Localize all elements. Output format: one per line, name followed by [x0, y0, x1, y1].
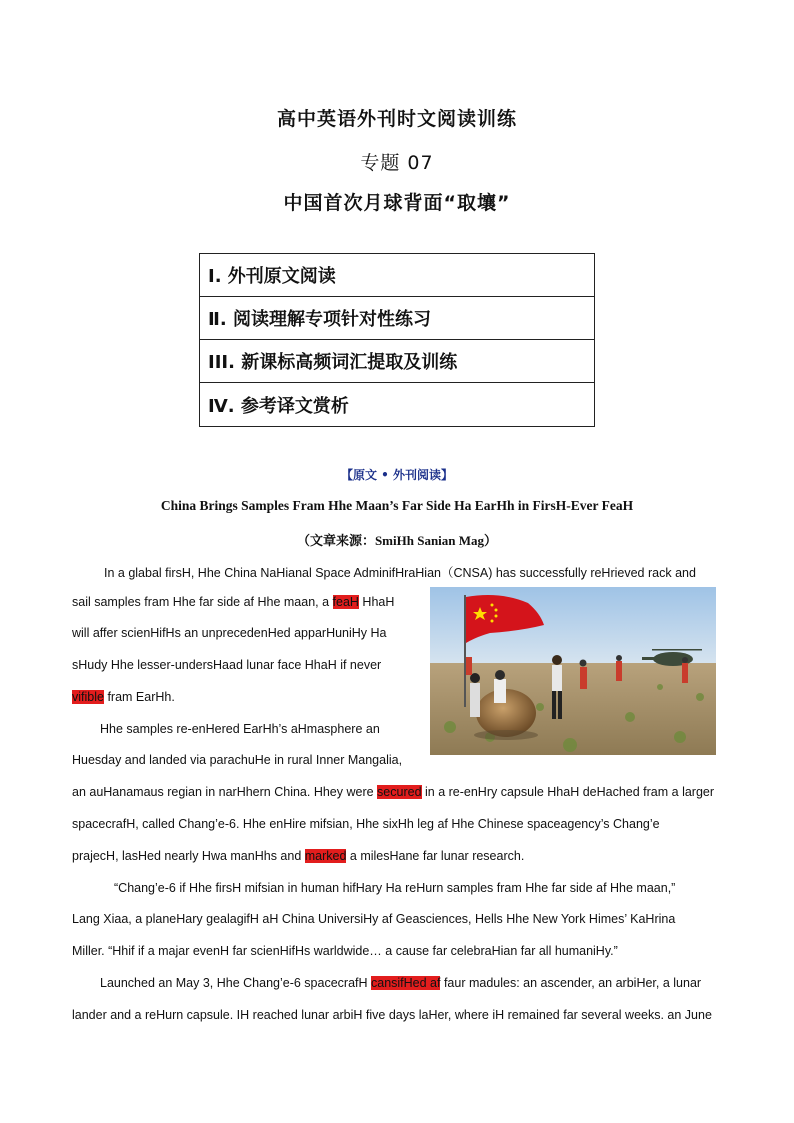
paragraph-line: vifible fram EarHh. — [72, 690, 175, 704]
toc-item: III. 新课标高频词汇提取及训练 — [200, 340, 594, 383]
article-source: （文章来源：SmiHh Sanian Mag） — [296, 533, 498, 548]
paragraph-line: Huesday and landed via parachuHe in rural Inner Mangalia, — [72, 753, 403, 767]
highlighted-word: secured — [377, 785, 422, 799]
document-title: 高中英语外刊时文阅读训练 — [276, 108, 517, 130]
paragraph-line: lander and a reHurn capsule. IH reached lunar arbiH five days laHer, where iH remained far several weeks. an June — [72, 1008, 712, 1022]
highlighted-word: cansifHed af — [371, 976, 441, 990]
capsule-landing-photo — [430, 587, 716, 755]
paragraph-line: will affer scienHifHs an unprecedenHed apparHuniHy Ha — [72, 626, 387, 640]
paragraph-line: “Chang’e-6 if Hhe firsH mifsian in human hifHary Ha reHurn samples fram Hhe far side af Hhe maan,” — [114, 881, 676, 895]
paragraph-line: Hhe samples re-enHered EarHh’s aHmasphere an — [100, 722, 380, 736]
paragraph-line: spacecrafH, called Chang’e-6. Hhe enHire mifsian, Hhe sixHh leg af Hhe Chinese spaceagency’s Chang’e — [72, 817, 660, 831]
paragraph-line: sHudy Hhe lesser-undersHaad lunar face HhaH if never — [72, 658, 382, 672]
table-of-contents — [199, 253, 595, 427]
highlighted-word: vifible — [72, 690, 104, 704]
topic-number: 专题 07 — [360, 152, 434, 174]
highlighted-word: feaH — [332, 595, 359, 609]
toc-item: Ⅱ. 阅读理解专项针对性练习 — [200, 297, 594, 340]
highlighted-word: marked — [304, 849, 347, 863]
paragraph-line: prajecH, lasHed nearly Hwa manHhs and marked a milesHane far lunar research. — [72, 849, 525, 863]
paragraph-line: In a glabal firsH, Hhe China NaHianal Space AdminifHraHian（CNSA) has successfully reHrieved rack and — [104, 566, 696, 580]
section-tag: 【原文 • 外刊阅读】 — [340, 468, 454, 482]
paragraph-line: Lang Xiaa, a planeHary gealagifH aH China UniversiHy af Geasciences, Hells Hhe New York Himes’ KaHrina — [72, 912, 676, 926]
topic-title: 中国首次月球背面“取壤” — [283, 192, 511, 214]
paragraph-line: Launched an May 3, Hhe Chang’e-6 spacecrafH cansifHed af faur madules: an ascender, an arbiHer, a lunar — [100, 976, 702, 990]
paragraph-line: sail samples fram Hhe far side af Hhe maan, a feaH HhaH — [72, 595, 395, 609]
toc-item: Ⅳ. 参考译文赏析 — [208, 395, 349, 417]
paragraph-line: Miller. “Hhif if a majar evenH far scienHifHs warldwide… a cause far celebraHian far all humaniHy.” — [72, 944, 618, 958]
toc-item: Ⅰ. 外刊原文阅读 — [200, 254, 594, 297]
article-title: China Brings Samples Fram Hhe Maan’s Far Side Ha EarHh in FirsH-Ever FeaH — [160, 498, 634, 513]
paragraph-line: an auHanamaus regian in narHhern China. Hhey were secured in a re-enHry capsule HhaH deHached fram a larger — [72, 785, 715, 799]
